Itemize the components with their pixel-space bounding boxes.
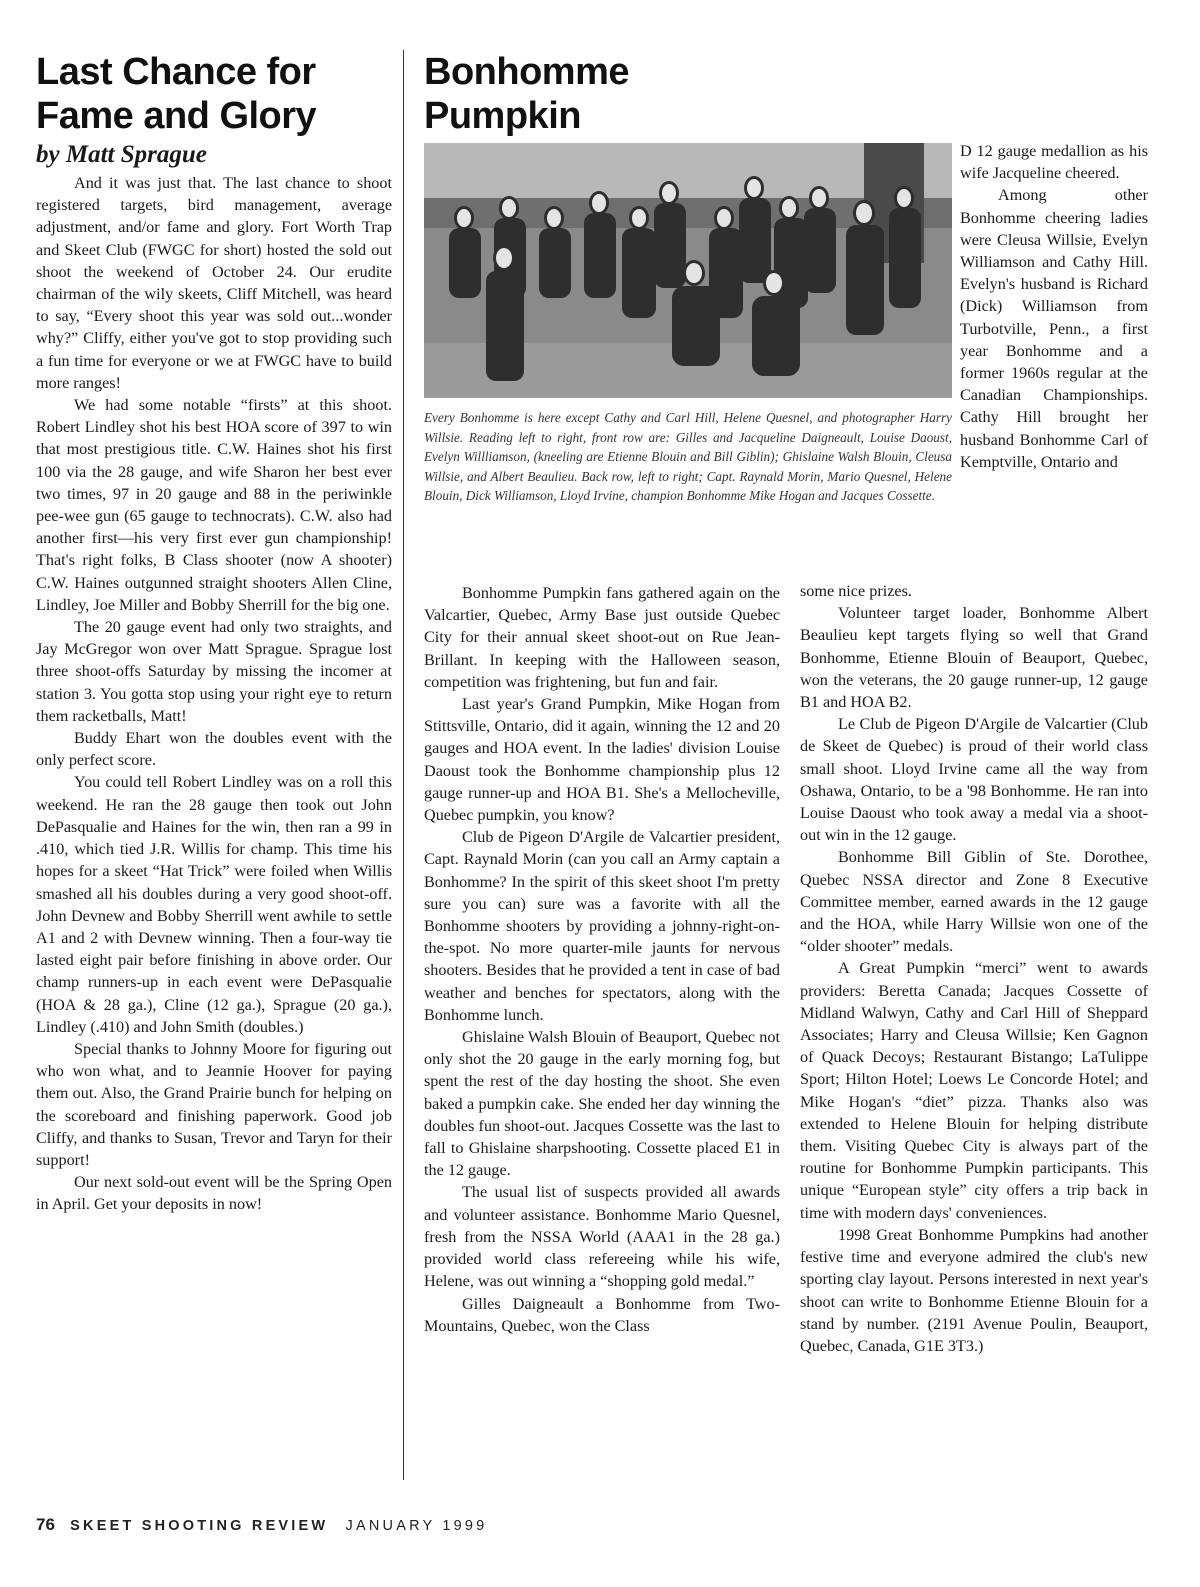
article2-paragraph: Le Club de Pigeon D'Argile de Valcartier (Club de Skeet de Quebec) is proud of their world class small shoot. Lloyd Irvine came all the way from Oshawa, Ontario, to be a '98 Bonhomme. He ran into Louise Daoust who took away a medal via a shoot-out win in the 12 gauge. [800, 715, 1148, 845]
article1-paragraph: And it was just that. The last chance to shoot registered targets, bird management, average adjustment, and/or fame and glory. Fort Worth Trap and Skeet Club (FWGC for short) hosted the sold out shoot the weekend of October 24. Our erudite chairman of the wily skeets, Cliff Mitchell, was heard to say, “Every shoot this year was sold out...wonder why?” Cliffy, either you've got to stop providing such a fun time for everyone or we at FWGC have to build more ranges! [36, 174, 392, 392]
article2-paragraph: Volunteer target loader, Bonhomme Albert Beaulieu kept targets flying so well that Grand Bonhomme, Etienne Blouin of Beauport, Quebec, won the veterans, the 20 gauge runner-up, 12 gauge B1 and HOA B2. [800, 604, 1148, 712]
article2-paragraph: 1998 Great Bonhomme Pumpkins had another festive time and everyone admired the club's new sporting clay layout. Persons interested in next year's shoot can write to Bonhomme Etienne Blouin for a stand by number. (2191 Avenue Poulin, Beauport, Quebec, Canada, G1E 3T3.) [800, 1225, 1148, 1355]
article2-paragraph: Bonhomme Pumpkin fans gathered again on the Valcartier, Quebec, Army Base just outside Quebec City for their annual skeet shoot-out on Rue Jean-Brillant. In keeping with the Halloween season, competition was frightening, but fun and fair. [424, 584, 780, 691]
article2-paragraph: A Great Pumpkin “merci” went to awards providers: Beretta Canada; Jacques Cossette of Midland Walwyn, Cathy and Carl Hill of Sheppard Associates; Harry and Cleusa Willsie; Ken Gagnon of Quack Decoys; Restaurant Bistango; LaTulippe Sport; Hilton Hotel; Loews Le Concorde Hotel; and Mike Hogan's “diet” pizza. Thanks also was extended to Helene Blouin for helping distribute them. Visiting Quebec City is always part of the routine for Bonhomme Pumpkin participants. This unique “European style” city offers a trip back in time with modern days' conveniences. [800, 959, 1148, 1222]
article2-paragraph: The usual list of suspects provided all awards and volunteer assistance. Bonhomme Mario Quesnel, fresh from the NSSA World (AAA1 in the 28 ga.) provided world class refereeing while his wife, Helene, was out winning a “shopping gold medal.” [424, 1183, 780, 1291]
article2-paragraph: Gilles Daigneault a Bonhomme from Two-Mountains, Quebec, won the Class [424, 1294, 780, 1335]
article1-byline: by Matt Sprague [36, 141, 207, 168]
article1-paragraph: The 20 gauge event had only two straights, and Jay McGregor won over Matt Sprague. Sprague lost three shoot-offs Saturday by missing the incomer at station 3. You gotta stop using your right eye to return them racketballs, Matt! [36, 618, 392, 725]
group-photo-caption: Every Bonhomme is here except Cathy and Carl Hill, Helene Quesnel, and photographer Harry Willsie. Reading left to right, front row are: Gilles and Jacqueline Daigneault, Louise Daoust, Evelyn Willliamson, (kneeling are Etienne Blouin and Bill Giblin); Ghislaine Walsh Blouin, Cleusa Willsie, and Albert Beaulieu. Back row, left to right; Capt. Raynald Morin, Mario Quesnel, Helene Blouin, Dick Williamson, Lloyd Irvine, champion Bonhomme Mike Hogan and Jacques Cossette. [424, 410, 952, 503]
issue-date: JANUARY 1999 [345, 1518, 488, 1534]
article1-title [36, 50, 392, 138]
article2-paragraph: Club de Pigeon D'Argile de Valcartier president, Capt. Raynald Morin (can you call an Army captain a Bonhomme? In the spirit of this skeet shoot I'm pretty sure you can) sure was a favorite with all the Bonhomme shooters by providing a johnny-right-on-the-spot. No more quarter-mile jaunts for nervous shooters. Besides that he provided a tent in case of bad weather and benches for spectators, along with the Bonhomme lunch. [424, 828, 780, 1024]
article2-column-right [800, 580, 1148, 1357]
page-footer [36, 1515, 487, 1535]
article1-paragraph: Our next sold-out event will be the Spring Open in April. Get your deposits in now! [36, 1173, 392, 1214]
group-photo [424, 143, 952, 398]
article2-paragraph: some nice prizes. [800, 582, 912, 600]
article2-paragraph: Last year's Grand Pumpkin, Mike Hogan from Stittsville, Ontario, did it again, winning the 12 and 20 gauges and HOA event. In the ladies' division Louise Daoust took the Bonhomme championship plus 12 gauge runner-up and HOA B1. She's a Mellocheville, Quebec pumpkin, you know? [424, 695, 780, 825]
article2-title: Bonhomme Pumpkin [424, 51, 629, 137]
article-last-chance [36, 50, 392, 1216]
article2-paragraph: Among other Bonhomme cheering ladies were Cleusa Willsie, Evelyn Williamson and Cathy Hill. Evelyn's husband is Richard (Dick) Williamson from Turbotville, Penn., a first year Bonhomme and a former 1960s regular at the Canadian Championships. Cathy Hill brought her husband Bonhomme Carl of Kemptville, Ontario and [960, 186, 1148, 471]
article2-paragraph: Ghislaine Walsh Blouin of Beauport, Quebec not only shot the 20 gauge in the early morning fog, but spent the rest of the day hosting the shoot. She even baked a pumpkin cake. She ended her day winning the doubles fun shoot-out. Jacques Cossette was the last to fall to Ghislaine sharpshooting. Cossette placed E1 in the 12 gauge. [424, 1028, 780, 1180]
article1-paragraph: Special thanks to Johnny Moore for figuring out who won what, and to Jeannie Hoover for paying them out. Also, the Grand Prairie bunch for helping on the scoreboard and finishing paperwork. Good job Cliffy, and thanks to Susan, Trevor and Taryn for their support! [36, 1039, 392, 1169]
article1-paragraph: Buddy Ehart won the doubles event with the only perfect score. [36, 729, 392, 770]
article2-column-left [424, 582, 780, 1337]
article2-paragraph: Bonhomme Bill Giblin of Ste. Dorothee, Quebec NSSA director and Zone 8 Executive Committee member, earned awards in the 12 gauge and the HOA, while Harry Willsie won one of the “older shooter” medals. [800, 848, 1148, 956]
page-number: 76 [36, 1515, 55, 1534]
group-photo-block [424, 143, 952, 506]
column-divider [403, 50, 404, 1480]
group-photo-illustration [424, 143, 952, 398]
magazine-name: SKEET SHOOTING REVIEW [70, 1518, 329, 1534]
article1-title-line2: Fame and Glory [36, 95, 317, 137]
article1-paragraph: You could tell Robert Lindley was on a roll this weekend. He ran the 28 gauge then took out John DePasqualie and Haines for the win, then ran a 99 in .410, which tied J.R. Willis for champ. This time his hopes for a skeet “Hat Trick” were foiled when Willis smashed all his doubles during a very good shoot-off. John Devnew and Bobby Sherrill went awhile to settle A1 and 2 with Devnew winning. Then a four-way tie lasted eight pair before finishing in above order. Our champ runners-up in each event were DePasqualie (HOA & 28 ga.), Cline (12 ga.), Sprague (20 ga.), Lindley (.410) and John Smith (doubles.) [36, 773, 392, 1036]
article2-sidebar-text [960, 140, 1148, 473]
article2-paragraph: D 12 gauge medallion as his wife Jacqueline cheered. [960, 142, 1148, 183]
article1-paragraph: We had some notable “firsts” at this shoot. Robert Lindley shot his best HOA score of 397 to win that most prestigious title. C.W. Haines shot his first 100 via the 28 gauge, and wife Sharon her best ever two times, 97 in 20 gauge and 88 in the periwinkle pee-wee gun (65 gauge to technocrats). C.W. also had another first—his very first ever gun championship! That's right folks, B Class shooter (now A shooter) C.W. Haines outgunned straight shooters Allen Cline, Lindley, Joe Miller and Bobby Sherrill for the big one. [36, 396, 392, 614]
article1-title-line1: Last Chance for [36, 51, 316, 93]
